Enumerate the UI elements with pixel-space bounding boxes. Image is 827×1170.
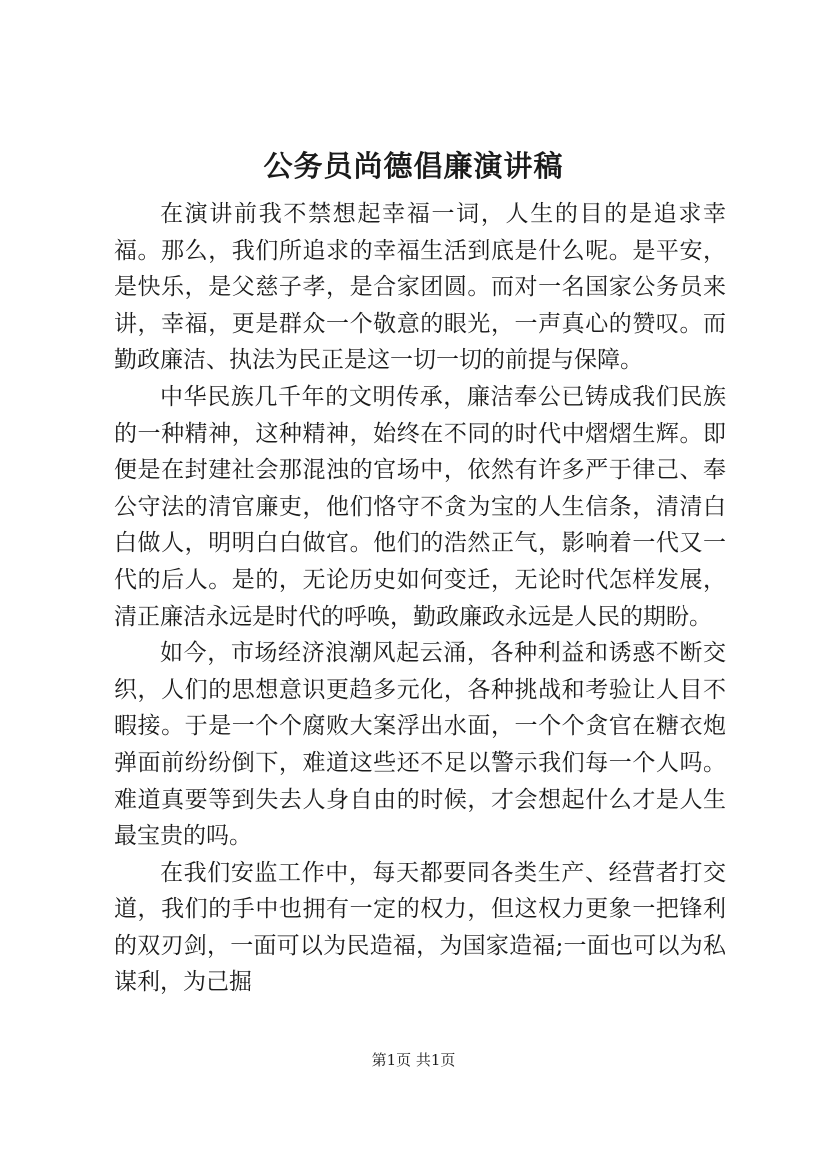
paragraph-3: 如今，市场经济浪潮风起云涌，各种利益和诱惑不断交织，人们的思想意识更趋多元化，各种挑战和考验让人目不暇接。于是一个个腐败大案浮出水面，一个个贪官在糖衣炮弹面前纷纷倒下，难道这些还不足以警示我们每一个人吗。难道真要等到失去人身自由的时候，才会想起什么才是人生最宝贵的吗。 <box>114 640 726 850</box>
page-footer: 第1页 共1页 <box>371 1051 456 1069</box>
paragraph-4: 在我们安监工作中，每天都要同各类生产、经营者打交道，我们的手中也拥有一定的权力，但这权力更象一把锋利的双刃剑，一面可以为民造福，为国家造福;一面也可以为私谋利，为己掘 <box>114 859 726 996</box>
document-title: 公务员尚德倡廉演讲稿 <box>263 149 564 183</box>
document-body <box>114 196 726 1001</box>
paragraph-2: 中华民族几千年的文明传承，廉洁奉公已铸成我们民族的一种精神，这种精神，始终在不同的时代中熠熠生辉。即便是在封建社会那混浊的官场中，依然有许多严于律己、奉公守法的清官廉吏，他们恪守不贪为宝的人生信条，清清白白做人，明明白白做官。他们的浩然正气，影响着一代又一代的后人。是的，无论历史如何变迁，无论时代怎样发展，清正廉洁永远是时代的呼唤，勤政廉政永远是人民的期盼。 <box>114 383 726 630</box>
paragraph-1: 在演讲前我不禁想起幸福一词，人生的目的是追求幸福。那么，我们所追求的幸福生活到底是什么呢。是平安，是快乐，是父慈子孝，是合家团圆。而对一名国家公务员来讲，幸福，更是群众一个敬意的眼光，一声真心的赞叹。而勤政廉洁、执法为民正是这一切一切的前提与保障。 <box>114 201 726 374</box>
